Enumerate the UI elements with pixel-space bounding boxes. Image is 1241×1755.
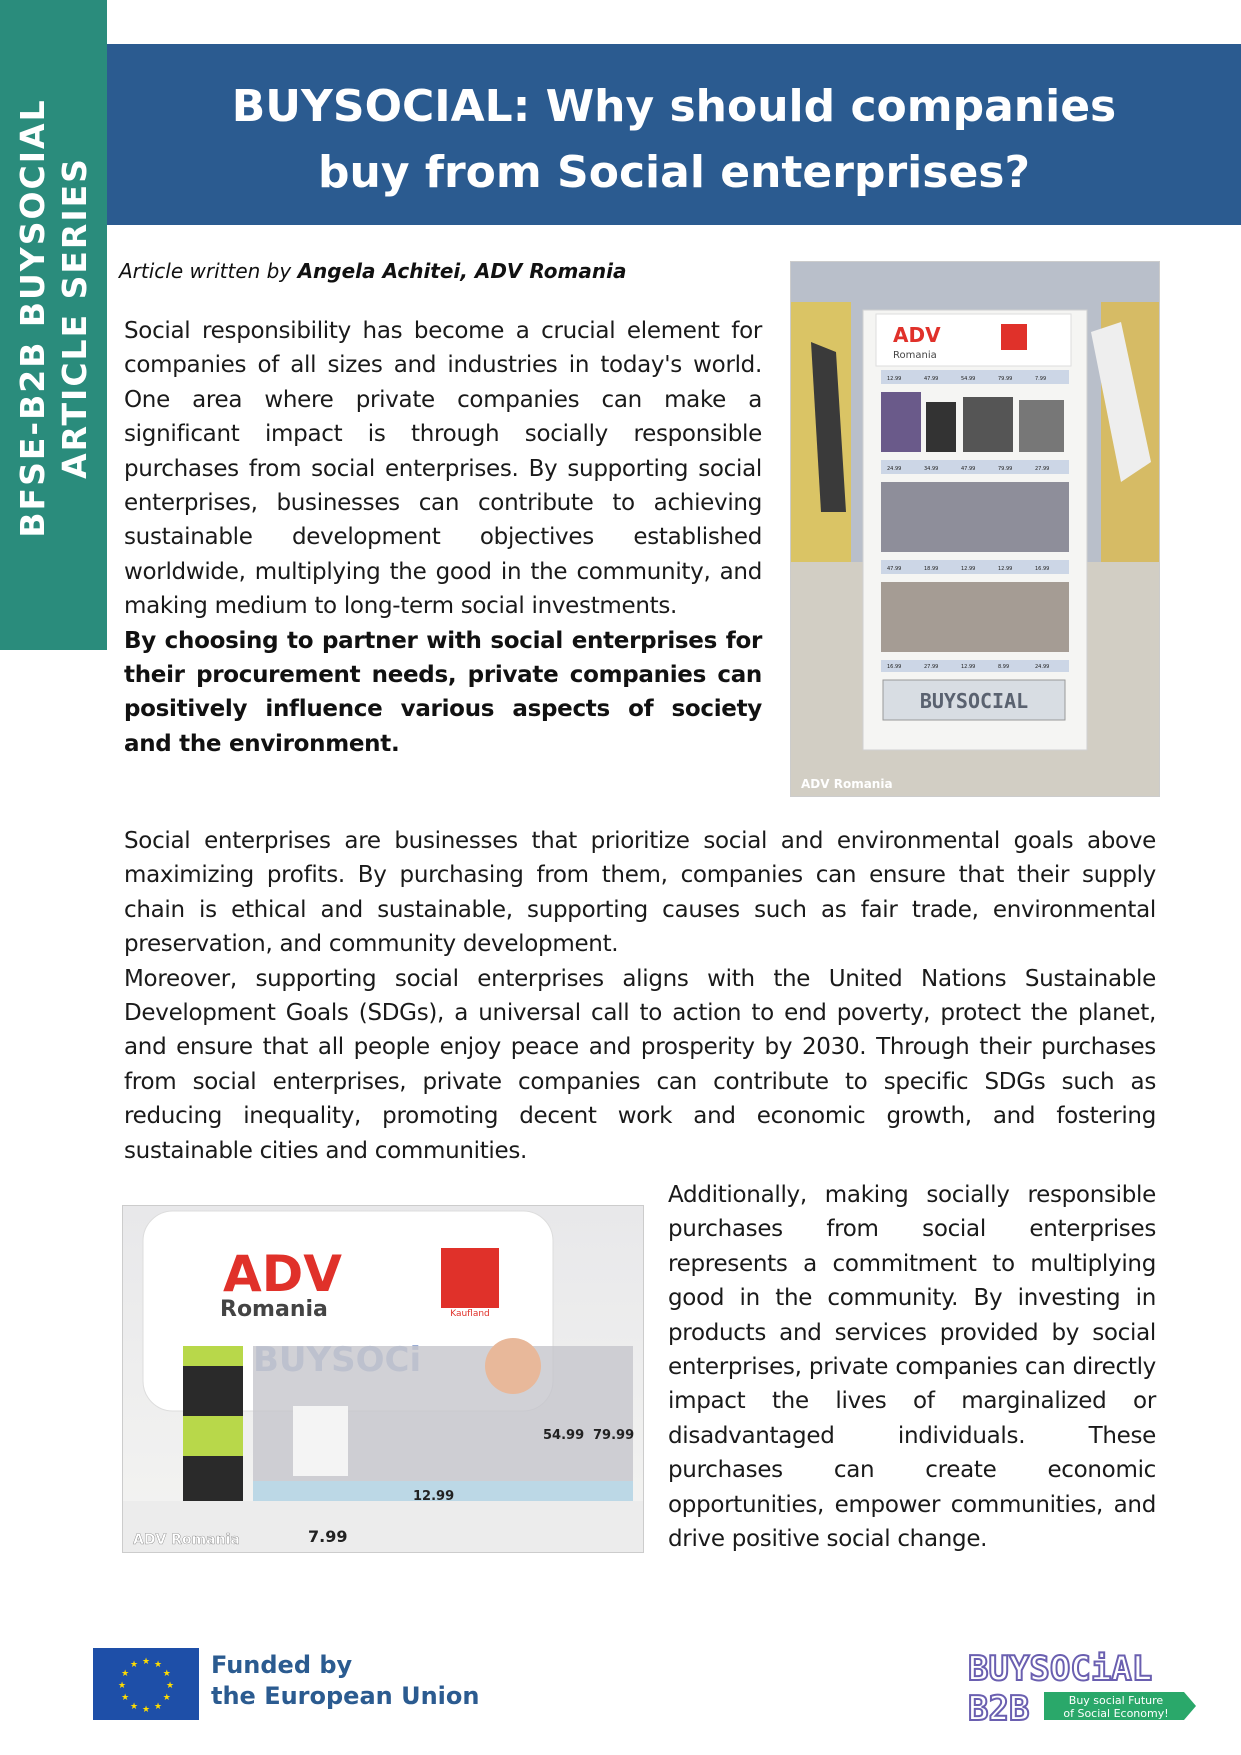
product-closeup-photo bbox=[122, 1205, 644, 1553]
photo2-brand: ADV bbox=[223, 1245, 342, 1303]
intro-text: Social responsibility has become a crucial element for companies of all sizes and industries in today's world. One area where private companies can make a significant impact is through socially responsible purchases from social enterprises. By supporting social enterprises, businesses can contribute to achieving sustainable development objectives established worldwide, multiplying the good in the community, and making medium to long-term social investments. bbox=[124, 318, 762, 620]
eu-star-icon: ★ bbox=[162, 1693, 171, 1703]
body-paragraph bbox=[124, 824, 1156, 1168]
logo-tagline-1: Buy social Future bbox=[1068, 1694, 1164, 1707]
photo1-price: 12.99 bbox=[887, 376, 902, 382]
eu-star-icon: ★ bbox=[129, 1660, 139, 1671]
photo1-price: 47.99 bbox=[924, 376, 939, 382]
body-text-a: Social enterprises are businesses that prioritize social and environmental goals above maximizing profits. By purchasing from them, companies can ensure that their supply chain is ethical and sustainable, supporting causes such as fair trade, environmental preservation, and community development. bbox=[124, 828, 1156, 958]
photo1-price: 47.99 bbox=[961, 466, 976, 472]
logo-bottom-text: B2B bbox=[968, 1689, 1030, 1726]
eu-star-icon: ★ bbox=[141, 1705, 151, 1715]
photo1-price: 79.99 bbox=[998, 376, 1013, 382]
side-banner bbox=[0, 0, 107, 650]
photo2-kaufland: Kaufland bbox=[450, 1309, 490, 1319]
logo-tagline-2: of Social Economy! bbox=[1063, 1707, 1169, 1720]
shelf-display-photo bbox=[790, 261, 1160, 797]
photo1-price: 24.99 bbox=[1035, 664, 1050, 670]
product-closeup-illustration bbox=[123, 1206, 643, 1552]
closing-paragraph: Additionally, making socially responsible purchases from social enterprises represents a commitment to multiplying good in the community. By investing in products and services provided by social enterprises, private companies can directly impact the lives of marginalized or disadvantaged individuals. These purchases can create economic opportunities, empower communities, and drive positive social change. bbox=[668, 1182, 1156, 1553]
photo1-price: 54.99 bbox=[961, 376, 976, 382]
eu-star-icon: ★ bbox=[129, 1701, 139, 1712]
photo1-price: 12.99 bbox=[998, 566, 1013, 572]
photo1-price: 16.99 bbox=[1035, 566, 1050, 572]
photo1-price: 7.99 bbox=[1035, 376, 1047, 382]
photo1-price: 79.99 bbox=[998, 466, 1013, 472]
eu-star-icon: ★ bbox=[162, 1669, 171, 1679]
intro-bold-text: By choosing to partner with social enterprises for their procurement needs, private companies can positively influence various aspects of society and the environment. bbox=[124, 627, 762, 757]
photo1-brand: ADV bbox=[893, 323, 941, 347]
photo2-price: 12.99 bbox=[413, 1489, 455, 1504]
photo1-price: 47.99 bbox=[887, 566, 902, 572]
side-banner-line2: ARTICLE SERIES bbox=[55, 157, 94, 479]
photo1-brand-sub: Romania bbox=[893, 350, 937, 361]
side-banner-line1: BFSE-B2B BUYSOCIAL bbox=[13, 98, 52, 538]
eu-star-icon: ★ bbox=[153, 1701, 163, 1712]
photo1-price: 8.99 bbox=[998, 664, 1010, 670]
eu-star-icon: ★ bbox=[117, 1681, 127, 1691]
eu-line1: Funded by bbox=[211, 1651, 353, 1679]
eu-flag-icon bbox=[93, 1648, 199, 1720]
eu-funding-text bbox=[211, 1650, 479, 1712]
eu-line2: the European Union bbox=[211, 1682, 480, 1710]
photo1-sign: BUYSOCIAL bbox=[919, 689, 1029, 713]
photo1-price: 12.99 bbox=[961, 566, 976, 572]
eu-star-icon: ★ bbox=[141, 1657, 151, 1667]
photo2-price: 54.99 bbox=[543, 1428, 585, 1443]
photo1-price: 12.99 bbox=[961, 664, 976, 670]
title-line1: BUYSOCIAL: Why should companies bbox=[231, 81, 1117, 132]
photo2-watermark: ADV Romania bbox=[133, 1532, 240, 1548]
photo1-price: 27.99 bbox=[924, 664, 939, 670]
eu-star-icon: ★ bbox=[165, 1681, 175, 1691]
photo1-price: 16.99 bbox=[887, 664, 902, 670]
byline bbox=[119, 259, 626, 283]
eu-star-icon: ★ bbox=[121, 1693, 130, 1703]
photo2-price: 79.99 bbox=[593, 1428, 635, 1443]
intro-paragraph bbox=[124, 314, 762, 761]
photo1-price: 18.99 bbox=[924, 566, 939, 572]
title-line2: buy from Social enterprises? bbox=[318, 147, 1030, 198]
shelf-display-illustration bbox=[791, 262, 1159, 796]
photo1-price: 27.99 bbox=[1035, 466, 1050, 472]
side-banner-text bbox=[12, 8, 96, 628]
photo1-price: 34.99 bbox=[924, 466, 939, 472]
photo1-watermark: ADV Romania bbox=[801, 777, 893, 791]
page-title bbox=[107, 74, 1241, 206]
title-banner bbox=[107, 44, 1241, 225]
buysocial-b2b-logo bbox=[966, 1646, 1198, 1726]
photo1-price: 24.99 bbox=[887, 466, 902, 472]
photo2-price: 7.99 bbox=[308, 1527, 348, 1546]
photo2-brand-sub: Romania bbox=[220, 1297, 328, 1322]
logo-top-text: BUYSOCiAL bbox=[968, 1649, 1153, 1689]
eu-star-icon: ★ bbox=[121, 1669, 130, 1679]
byline-prefix: Article written by bbox=[119, 259, 298, 283]
body-text-b: Moreover, supporting social enterprises aligns with the United Nations Sustainable Development Goals (SDGs), a universal call to action to end poverty, protect the planet, and ensure that all people enjoy peace and prosperity by 2030. Through their purchases from social enterprises, private companies can contribute to specific SDGs such as reducing inequality, promoting decent work and economic growth, and fostering sustainable cities and communities. bbox=[124, 965, 1156, 1164]
byline-author: Angela Achitei, ADV Romania bbox=[297, 259, 627, 283]
eu-star-icon: ★ bbox=[153, 1660, 163, 1671]
